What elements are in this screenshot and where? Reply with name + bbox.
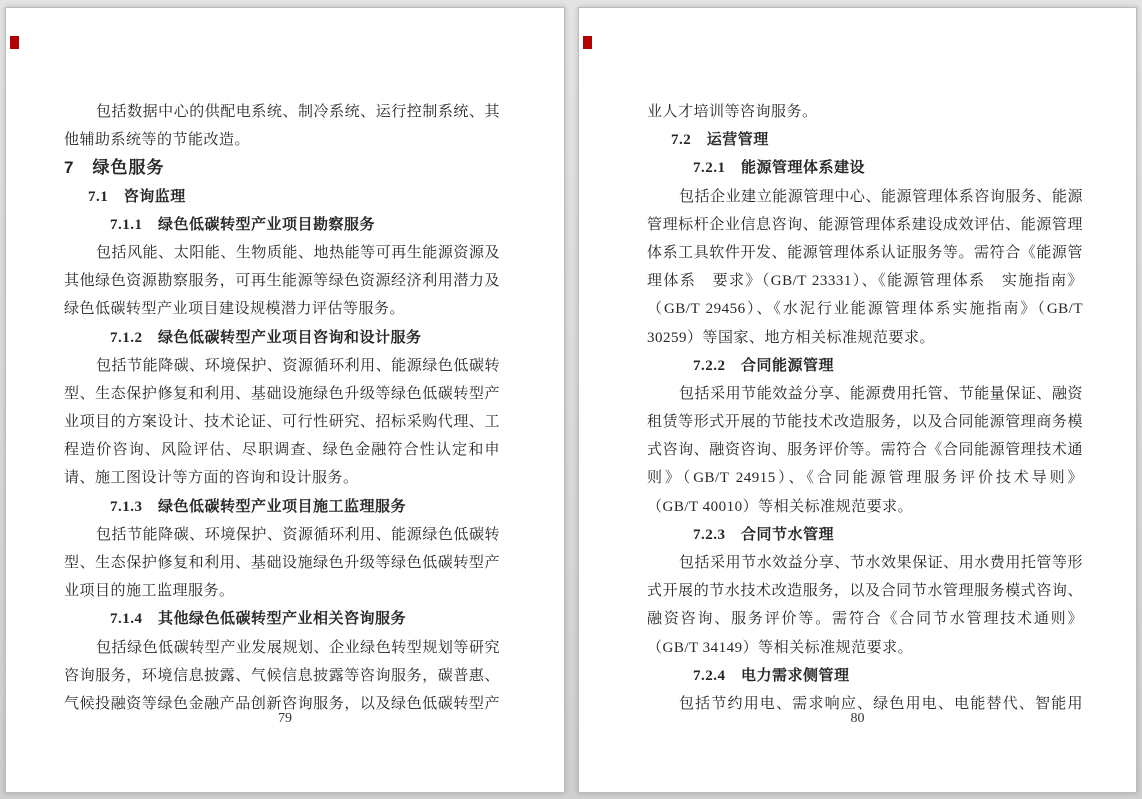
text-line: （GB/T 29456）、《水泥行业能源管理体系实施指南》（GB/T bbox=[647, 301, 1083, 318]
heading-line: 7.2.2 合同能源管理 bbox=[693, 357, 835, 374]
text-line: 式开展的节水技术改造服务，以及合同节水管理服务模式咨询、 bbox=[647, 583, 1083, 600]
page-number: 79 bbox=[278, 711, 292, 726]
heading-line: 7.2 运营管理 bbox=[671, 132, 769, 149]
text-line: 体系工具软件开发、能源管理体系认证服务等。需符合《能源管 bbox=[647, 244, 1083, 261]
heading-line: 7.1.4 其他绿色低碳转型产业相关咨询服务 bbox=[110, 611, 407, 628]
text-line: 其他绿色资源勘察服务，可再生能源等绿色资源经济利用潜力及 bbox=[64, 273, 500, 290]
text-line: 气候投融资等绿色金融产品创新咨询服务，以及绿色低碳转型产 bbox=[64, 695, 500, 712]
page-80 bbox=[578, 7, 1137, 793]
text-line: 他辅助系统等的节能改造。 bbox=[64, 132, 251, 149]
heading-line: 7.2.1 能源管理体系建设 bbox=[693, 160, 866, 177]
text-line: 包括绿色低碳转型产业发展规划、企业绿色转型规划等研究 bbox=[96, 639, 500, 656]
text-line: （GB/T 34149）等相关标准规范要求。 bbox=[647, 639, 914, 656]
page-content bbox=[64, 98, 500, 718]
text-line: 30259）等国家、地方相关标准规范要求。 bbox=[647, 329, 936, 346]
text-line: 理体系 要求》（GB/T 23331）、《能源管理体系 实施指南》 bbox=[647, 273, 1083, 290]
heading-line: 7.2.3 合同节水管理 bbox=[693, 526, 835, 543]
heading-line: 7.2.4 电力需求侧管理 bbox=[693, 667, 850, 684]
text-line: 业人才培训等咨询服务。 bbox=[647, 104, 818, 120]
text-line: 请、施工图设计等方面的咨询和设计服务。 bbox=[64, 470, 359, 487]
text-line: 包括采用节水效益分享、节水效果保证、用水费用托管等形 bbox=[679, 555, 1083, 571]
text-line: 则》（GB/T 24915）、《合同能源管理服务评价技术导则》 bbox=[647, 470, 1083, 487]
text-line: 绿色低碳转型产业项目建设规模潜力评估等服务。 bbox=[64, 301, 406, 318]
red-corner-mark-icon bbox=[583, 36, 592, 49]
heading-line: 7.1.2 绿色低碳转型产业项目咨询和设计服务 bbox=[110, 329, 422, 346]
heading-line: 7.1.3 绿色低碳转型产业项目施工监理服务 bbox=[110, 498, 407, 515]
heading-line: 7.1.1 绿色低碳转型产业项目勘察服务 bbox=[110, 216, 376, 233]
text-line: 型、生态保护修复和利用、基础设施绿色升级等绿色低碳转型产 bbox=[64, 385, 500, 402]
text-line: 融资咨询、服务评价等。需符合《合同节水管理技术通则》 bbox=[647, 611, 1083, 628]
text-line: 业项目的方案设计、技术论证、可行性研究、招标采购代理、工 bbox=[64, 414, 500, 431]
text-line: 包括采用节能效益分享、能源费用托管、节能量保证、融资 bbox=[679, 385, 1083, 402]
text-line: 管理标杆企业信息咨询、能源管理体系建设成效评估、能源管理 bbox=[647, 216, 1083, 233]
red-corner-mark-icon bbox=[10, 36, 19, 49]
heading-line: 7 绿色服务 bbox=[64, 158, 165, 178]
text-line: （GB/T 40010）等相关标准规范要求。 bbox=[647, 498, 914, 515]
text-line: 包括企业建立能源管理中心、能源管理体系咨询服务、能源 bbox=[679, 188, 1083, 205]
page-79 bbox=[5, 7, 565, 793]
page-number: 80 bbox=[850, 711, 865, 726]
text-line: 包括节能降碳、环境保护、资源循环利用、能源绿色低碳转 bbox=[96, 357, 500, 374]
text-line: 程造价咨询、风险评估、尽职调查、绿色金融符合性认定和申 bbox=[64, 442, 500, 459]
text-line: 咨询服务，环境信息披露、气候信息披露等咨询服务，碳普惠、 bbox=[64, 667, 500, 684]
heading-line: 7.1 咨询监理 bbox=[88, 188, 186, 205]
text-line: 租赁等形式开展的节能技术改造服务，以及合同能源管理商务模 bbox=[647, 414, 1083, 431]
text-line: 包括节约用电、需求响应、绿色用电、电能替代、智能用 bbox=[679, 695, 1083, 712]
text-line: 包括数据中心的供配电系统、制冷系统、运行控制系统、其 bbox=[96, 104, 500, 120]
text-line: 式咨询、融资咨询、服务评价等。需符合《合同能源管理技术通 bbox=[647, 442, 1083, 459]
text-line: 包括风能、太阳能、生物质能、地热能等可再生能源资源及 bbox=[96, 244, 500, 261]
page-content bbox=[647, 98, 1083, 718]
text-line: 包括节能降碳、环境保护、资源循环利用、能源绿色低碳转 bbox=[96, 526, 500, 543]
text-line: 业项目的施工监理服务。 bbox=[64, 583, 235, 600]
text-line: 型、生态保护修复和利用、基础设施绿色升级等绿色低碳转型产 bbox=[64, 555, 500, 571]
